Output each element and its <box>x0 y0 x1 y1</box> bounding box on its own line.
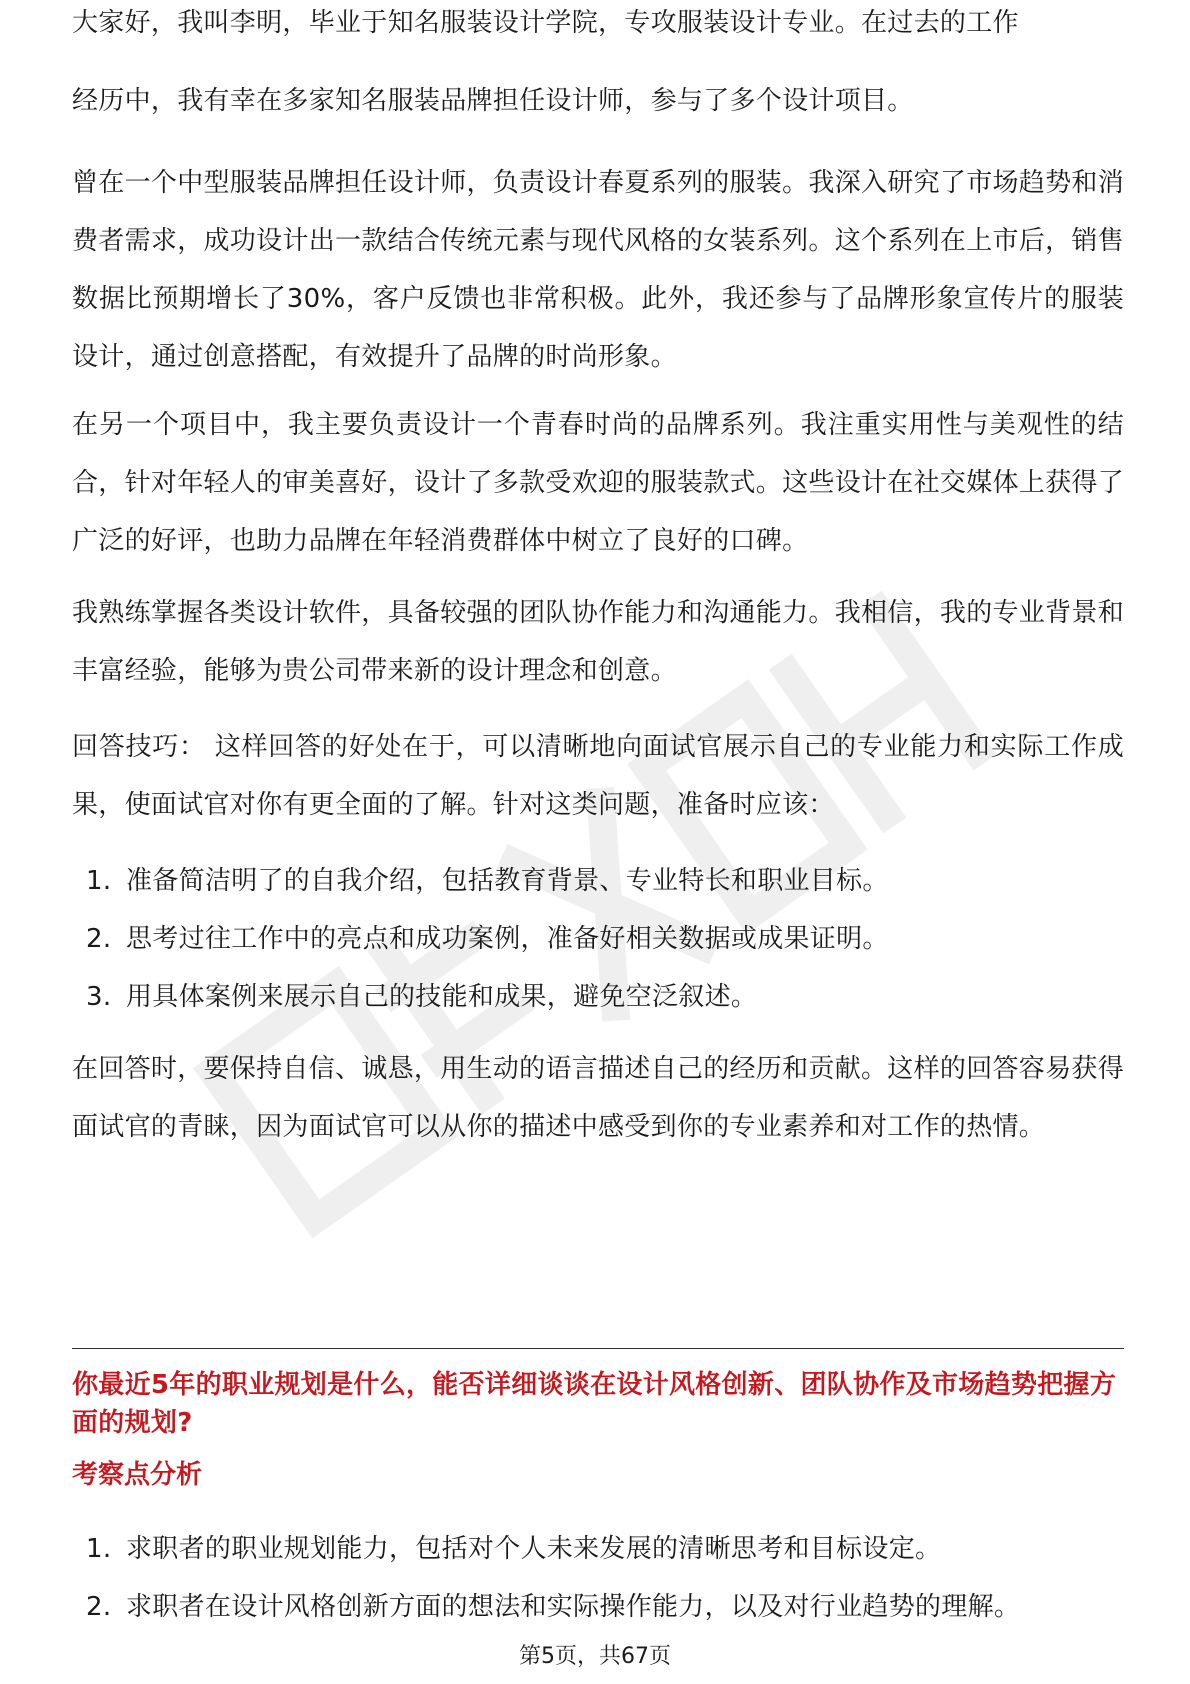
clipped-top-line-text: 大家好，我叫李明，毕业于知名服装设计学院，专攻服装设计专业。在过去的工作 <box>72 8 1019 38</box>
analysis-title: 考察点分析 <box>72 1460 203 1490</box>
list-item <box>72 968 1124 1026</box>
paragraph-project-one: 曾在一个中型服装品牌担任设计师，负责设计春夏系列的服装。我深入研究了市场趋势和消费者需求，成功设计出一款结合传统元素与现代风格的女装系列。这个系列在上市后，销售数据比预期增长了30%，客户反馈也非常积极。此外，我还参与了品牌形象宣传片的服装设计，通过创意搭配，有效提升了品牌的时尚形象。 <box>72 168 1125 372</box>
list-item-text: 准备简洁明了的自我介绍，包括教育背景、专业特长和职业目标。 <box>126 866 889 896</box>
list-item-text: 用具体案例来展示自己的技能和成果，避免空泛叙述。 <box>126 982 758 1012</box>
interview-question: 你最近5年的职业规划是什么，能否详细谈谈在设计风格创新、团队协作及市场趋势把握方面的规划? <box>72 1370 1117 1438</box>
list-item-number: 3. <box>86 982 112 1012</box>
paragraph-experience-intro: 经历中，我有幸在多家知名服装品牌担任设计师，参与了多个设计项目。 <box>72 86 914 116</box>
clipped-top-line <box>72 8 1124 56</box>
list-item <box>72 852 1124 910</box>
list-item <box>72 1578 1124 1636</box>
list-item-number: 1. <box>86 866 112 896</box>
analysis-list <box>72 1520 1124 1636</box>
paragraph-closing: 在回答时，要保持自信、诚恳，用生动的语言描述自己的经历和贡献。这样的回答容易获得面试官的青睐，因为面试官可以从你的描述中感受到你的专业素养和对工作的热情。 <box>72 1054 1125 1142</box>
list-item-text: 思考过往工作中的亮点和成功案例，准备好相关数据或成果证明。 <box>126 924 889 954</box>
list-item-number: 2. <box>86 1592 112 1622</box>
list-item-text: 求职者的职业规划能力，包括对个人未来发展的清晰思考和目标设定。 <box>126 1534 942 1564</box>
paragraph-project-two: 在另一个项目中，我主要负责设计一个青春时尚的品牌系列。我注重实用性与美观性的结合，针对年轻人的审美喜好，设计了多款受欢迎的服装款式。这些设计在社交媒体上获得了广泛的好评，也助力品牌在年轻消费群体中树立了良好的口碑。 <box>72 410 1125 556</box>
page-number-footer: 第5页，共67页 <box>519 1644 671 1669</box>
list-item-number: 2. <box>86 924 112 954</box>
list-item <box>72 910 1124 968</box>
tips-list <box>72 852 1124 1026</box>
document-page <box>72 0 1124 1684</box>
list-item-number: 1. <box>86 1534 112 1564</box>
section-divider <box>72 1348 1124 1349</box>
paragraph-skills: 我熟练掌握各类设计软件，具备较强的团队协作能力和沟通能力。我相信，我的专业背景和丰富经验，能够为贵公司带来新的设计理念和创意。 <box>72 598 1125 686</box>
list-item <box>72 1520 1124 1578</box>
list-item-text: 求职者在设计风格创新方面的想法和实际操作能力，以及对行业趋势的理解。 <box>126 1592 1021 1622</box>
paragraph-answer-tips: 回答技巧： 这样回答的好处在于，可以清晰地向面试官展示自己的专业能力和实际工作成果，使面试官对你有更全面的了解。针对这类问题，准备时应该： <box>72 732 1124 820</box>
